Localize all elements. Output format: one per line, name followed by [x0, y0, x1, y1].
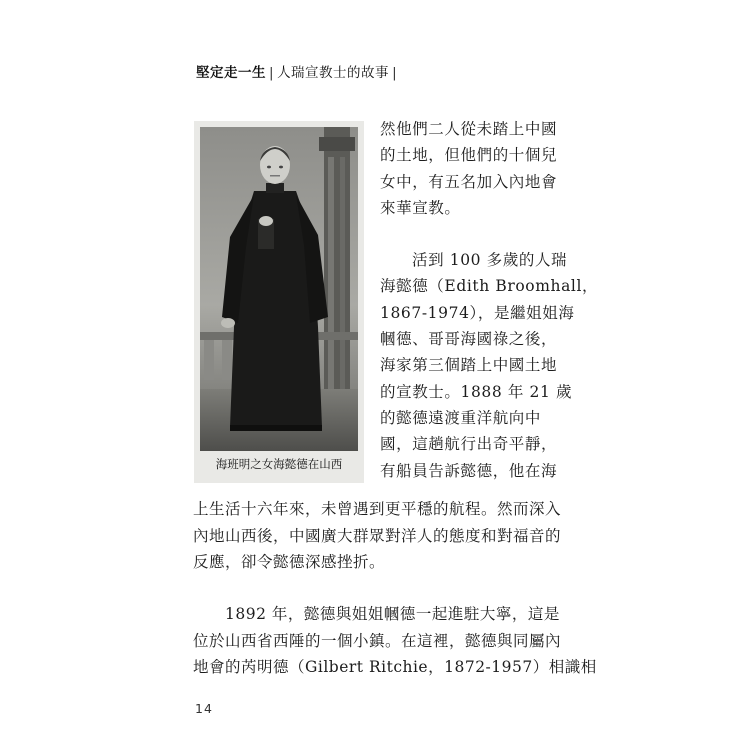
right-column-text	[380, 116, 599, 484]
text-line: 海懿德（Edith Broomhall，	[380, 277, 599, 296]
text-line: 國，這趟航行出奇平靜，	[380, 435, 558, 454]
text-line: 1892 年，懿德與姐姐幗德一起進駐大寧，這是	[225, 605, 560, 623]
paragraph-2-lower	[193, 496, 563, 576]
text-line: 來華宣教。	[380, 198, 461, 217]
text-line: 上生活十六年來，未曾遇到更平穩的航程。然而深入	[193, 500, 562, 518]
text-line: 有船員告訴懿德，他在海	[380, 461, 558, 480]
book-title: 堅定走一生	[196, 65, 266, 81]
text-line: 海家第三個踏上中國土地	[380, 356, 558, 375]
text-line: 幗德、哥哥海國祿之後，	[380, 330, 558, 349]
paragraph-1	[380, 116, 560, 221]
portrait-photo-icon	[200, 127, 358, 451]
paragraph-2-upper	[380, 247, 599, 484]
text-line: 1867-1974），是繼姐姐海	[380, 303, 575, 322]
text-line: 的土地，但他們的十個兒	[380, 146, 558, 165]
text-line: 的宣教士。1888 年 21 歲	[380, 382, 573, 401]
text-line: 位於山西省西陲的一個小鎮。在這裡，懿德與同屬內	[193, 631, 562, 650]
text-line: 女中，有五名加入內地會	[380, 172, 558, 191]
photo-figure	[194, 121, 364, 483]
portrait-photo	[200, 127, 358, 451]
text-line: 然他們二人從未踏上中國	[380, 120, 558, 138]
text-line: 反應，卻令懿德深感挫折。	[193, 553, 386, 571]
header-separator-right: |	[392, 65, 398, 81]
text-line: 活到 100 多歲的人瑞	[412, 251, 568, 270]
page-number: 14	[195, 701, 213, 716]
text-line: 內地山西後，中國廣大群眾對洋人的態度和對福音的	[193, 526, 562, 545]
header-separator-left: |	[269, 65, 275, 81]
text-line: 的懿德遠渡重洋航向中	[380, 408, 542, 427]
photo-caption: 海班明之女海懿德在山西	[215, 457, 343, 471]
running-header	[196, 61, 400, 81]
paragraph-3	[193, 601, 597, 681]
text-line: 地會的芮明德（Gilbert Ritchie，1872-1957）相識相	[193, 658, 597, 676]
book-subtitle: 人瑞宣教士的故事	[277, 65, 390, 81]
